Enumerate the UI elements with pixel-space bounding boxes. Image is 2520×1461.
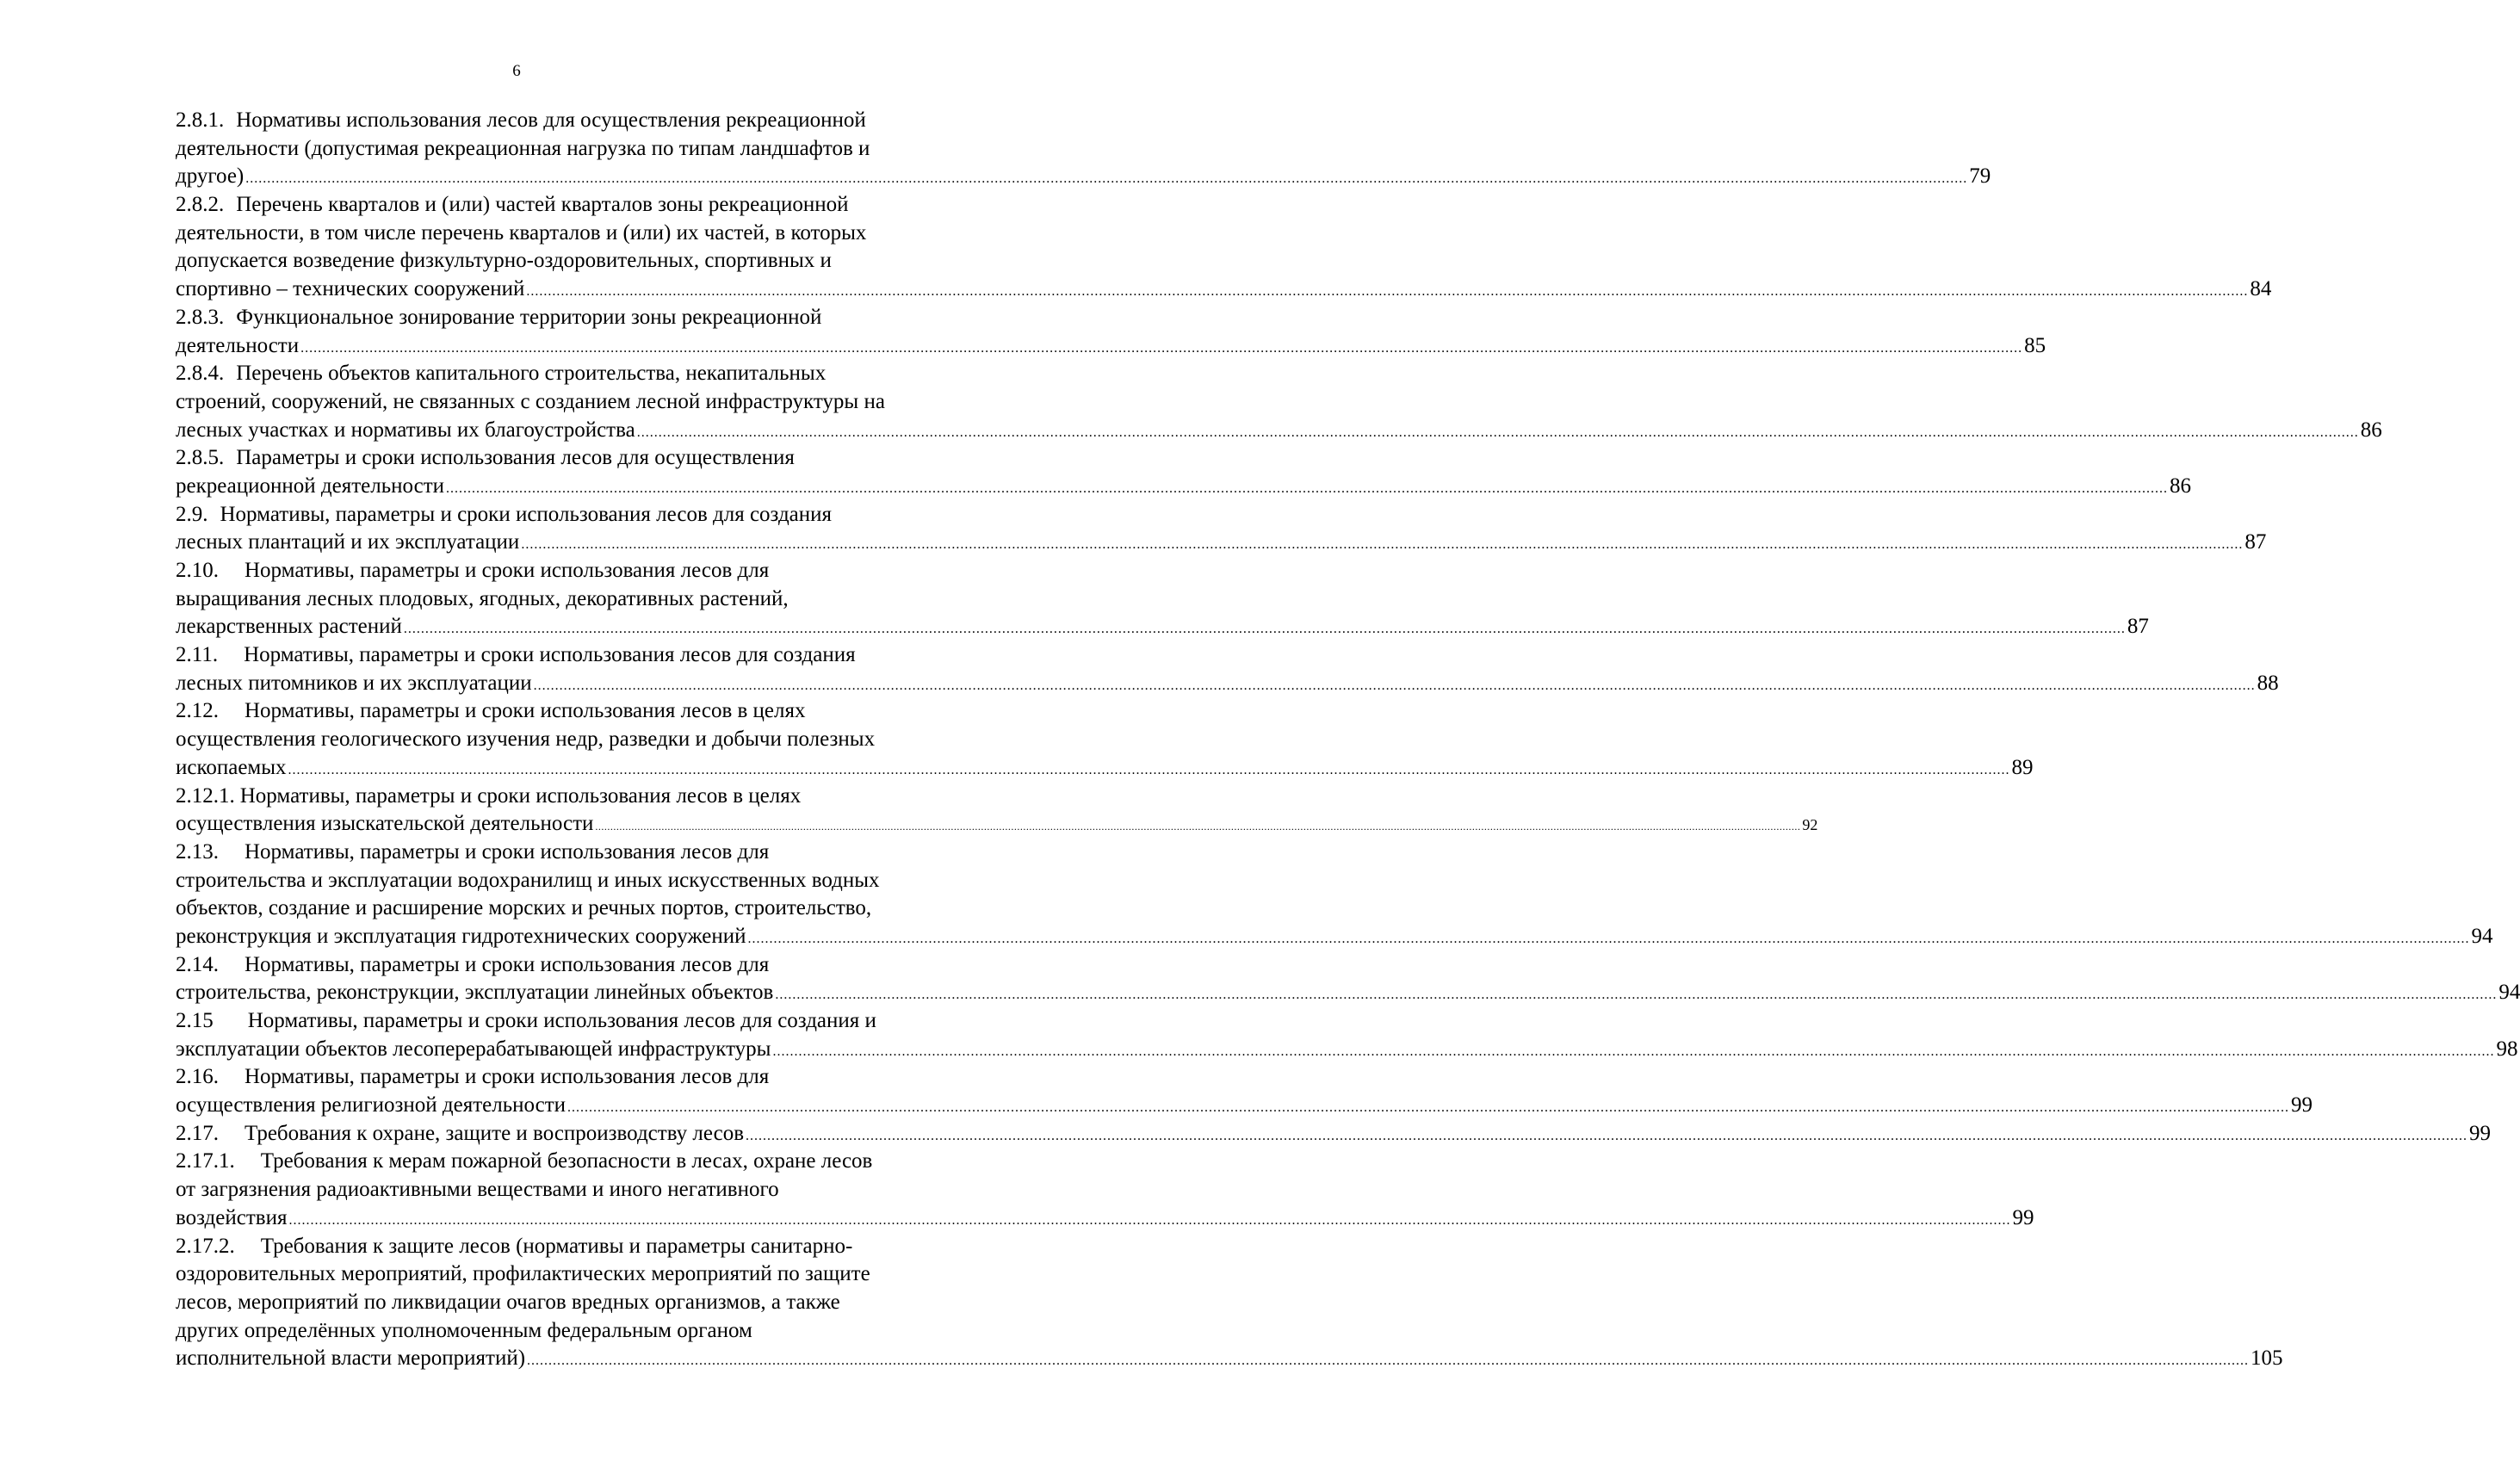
toc-entry-number: 2.17.1.	[176, 1149, 235, 1173]
toc-entry-line	[176, 360, 991, 388]
toc-entry-last-line	[176, 1092, 2313, 1120]
toc-entry-line	[176, 1063, 991, 1092]
toc-entry-title: Нормативы, параметры и сроки использования лесов для	[245, 559, 770, 582]
toc-entry[interactable]	[176, 1007, 2518, 1063]
toc-entry-line	[176, 951, 991, 980]
toc-entry-title: Нормативы, параметры и сроки использования лесов для	[245, 952, 770, 976]
toc-page-number: 89	[2011, 755, 2034, 779]
toc-entry-line	[176, 388, 991, 417]
toc-entry-number: 2.17.2.	[176, 1234, 235, 1258]
toc-entry[interactable]	[176, 304, 2046, 360]
toc-entry[interactable]	[176, 1063, 2313, 1119]
toc-entry-title: лесных плантаций и их эксплуатации	[176, 530, 520, 554]
toc-entry-number: 2.15	[176, 1009, 214, 1032]
toc-entry-title: эксплуатации объектов лесоперерабатывающей инфраструктуры	[176, 1037, 771, 1061]
toc-entry[interactable]	[176, 1233, 2283, 1373]
toc-entry-line	[176, 895, 991, 923]
toc-entry[interactable]	[176, 557, 2149, 641]
toc-entry-last-line	[176, 1120, 2491, 1148]
toc-entry-title: лесных участках и нормативы их благоустройства	[176, 418, 635, 442]
toc-entry[interactable]	[176, 191, 2272, 304]
toc-entry-line	[176, 1317, 991, 1346]
toc-entry-last-line	[176, 1345, 2283, 1373]
toc-entry-last-line	[176, 275, 2272, 304]
toc-entry-number: 2.16.	[176, 1065, 219, 1089]
toc-entry-title: лесов, мероприятий по ликвидации очагов вредных организмов, а также	[176, 1290, 840, 1314]
toc-entry-line	[176, 107, 991, 135]
toc-entry[interactable]	[176, 839, 2493, 951]
toc-entry-title: оздоровительных мероприятий, профилактических мероприятий по защите	[176, 1262, 870, 1286]
toc-entry[interactable]	[176, 1148, 2034, 1232]
toc-entry-last-line	[176, 417, 2382, 445]
dot-leader: ................................................................................................................................................................................................................................................................................................................................................................................................................	[595, 820, 1801, 833]
toc-entry-title: Нормативы, параметры и сроки использования лесов для создания и	[247, 1009, 876, 1032]
toc-entry-number: 2.8.4.	[176, 362, 225, 386]
dot-leader: ................................................................................................................................................................................................................................................................................................................................................................................................................	[245, 171, 1968, 187]
toc-entry-title: Параметры и сроки использования лесов для осуществления	[236, 446, 795, 470]
dot-leader: ................................................................................................................................................................................................................................................................................................................................................................................................................	[403, 622, 2126, 637]
toc-entry-line	[176, 1233, 991, 1261]
toc-page-number: 87	[2244, 530, 2267, 554]
toc-entry-title: объектов, создание и расширение морских и речных портов, строительство,	[176, 896, 872, 920]
toc-entry-title: другое)	[176, 164, 245, 189]
toc-entry-title: других определённых уполномоченным федеральным органом	[176, 1318, 752, 1342]
toc-page-number: 99	[2291, 1093, 2313, 1117]
toc-page-number: 84	[2250, 277, 2272, 301]
dot-leader: ................................................................................................................................................................................................................................................................................................................................................................................................................	[772, 1043, 2495, 1059]
toc-page-number: 88	[2257, 671, 2279, 695]
dot-leader: ................................................................................................................................................................................................................................................................................................................................................................................................................	[747, 931, 2470, 946]
toc-entry-number: 2.8.1.	[176, 108, 225, 132]
toc-entry-title: Нормативы, параметры и сроки использования лесов для	[245, 839, 770, 864]
toc-entry-title: Нормативы, параметры и сроки использования лесов для создания	[220, 502, 833, 526]
toc-entry-title: осуществления геологического изучения недр, разведки и добычи полезных	[176, 727, 876, 752]
toc-entry-title: строений, сооружений, не связанных с созданием лесной инфраструктуры на	[176, 389, 885, 413]
toc-entry-title: рекреационной деятельности	[176, 474, 444, 498]
toc-entry[interactable]	[176, 107, 1991, 191]
toc-entry-last-line	[176, 1036, 2518, 1064]
toc-page-number: 85	[2024, 333, 2046, 357]
page-number: 6	[512, 62, 521, 80]
toc-entry-line	[176, 501, 991, 529]
toc-entry-title: Нормативы, параметры и сроки использования лесов для	[245, 1065, 770, 1089]
toc-entry-line	[176, 839, 991, 867]
toc-entry-line	[176, 1289, 991, 1317]
toc-entry-number: 2.14.	[176, 952, 219, 976]
toc-entry-line	[176, 783, 991, 811]
dot-leader: ................................................................................................................................................................................................................................................................................................................................................................................................................	[775, 987, 2498, 1003]
toc-page-number: 79	[1969, 164, 1991, 189]
toc-entry-title: выращивания лесных плодовых, ягодных, декоративных растений,	[176, 586, 789, 610]
toc-entry-title: Требования к охране, защите и воспроизводству лесов	[245, 1121, 744, 1145]
toc-entry-number: 2.8.2.	[176, 193, 225, 217]
toc-entry[interactable]	[176, 951, 2520, 1007]
toc-entry-last-line	[176, 529, 2267, 557]
toc-entry-title: воздействия	[176, 1205, 288, 1229]
dot-leader: ................................................................................................................................................................................................................................................................................................................................................................................................................	[527, 1353, 2250, 1369]
dot-leader: ................................................................................................................................................................................................................................................................................................................................................................................................................	[288, 762, 2010, 777]
toc-entry-last-line	[176, 810, 1818, 839]
toc-entry-number: 2.17.	[176, 1121, 219, 1145]
dot-leader: ................................................................................................................................................................................................................................................................................................................................................................................................................	[746, 1128, 2467, 1143]
toc-entry-title: Нормативы, параметры и сроки использования лесов в целях	[239, 783, 802, 808]
toc-entry[interactable]	[176, 1120, 2491, 1148]
toc-entry-last-line	[176, 754, 2034, 783]
toc-entry-last-line	[176, 163, 1991, 191]
toc-page-number: 99	[2012, 1205, 2034, 1229]
toc-page-number: 92	[1802, 816, 1818, 834]
toc-entry-title: Нормативы использования лесов для осуществления рекреационной	[236, 108, 866, 132]
dot-leader: ................................................................................................................................................................................................................................................................................................................................................................................................................	[526, 284, 2249, 300]
toc-entry-title: деятельности (допустимая рекреационная нагрузка по типам ландшафтов и	[176, 136, 870, 160]
toc-entry-number: 2.8.5.	[176, 446, 225, 470]
toc-entry-title: Функциональное зонирование территории зоны рекреационной	[236, 305, 822, 329]
toc-entry[interactable]	[176, 444, 2191, 500]
toc-entry-line	[176, 557, 991, 585]
toc-entry-title: строительства, реконструкции, эксплуатации линейных объектов	[176, 981, 774, 1005]
toc-entry-title: Требования к мерам пожарной безопасности в лесах, охране лесов	[260, 1149, 873, 1173]
toc-entry-title: лесных питомников и их эксплуатации	[176, 671, 532, 695]
toc-page-number: 94	[2471, 924, 2493, 948]
toc-entry-line	[176, 726, 991, 754]
toc-entry-last-line	[176, 923, 2493, 951]
toc-entry-title: Перечень объектов капитального строительства, некапитальных	[236, 362, 827, 386]
toc-page-number: 99	[2469, 1121, 2491, 1145]
toc-entry-line	[176, 697, 991, 726]
toc-entry-title: от загрязнения радиоактивными веществами и иного негативного	[176, 1178, 779, 1202]
toc-entry-last-line	[176, 332, 2046, 361]
toc-entry-number: 2.9.	[176, 502, 208, 526]
toc-entry-line	[176, 304, 991, 332]
toc-entry-title: реконструкция и эксплуатация гидротехнических сооружений	[176, 924, 746, 948]
toc-entry-last-line	[176, 473, 2191, 501]
toc-entry-title: исполнительной власти мероприятий)	[176, 1346, 526, 1371]
toc-entry-title: осуществления изыскательской деятельности	[176, 812, 594, 836]
toc-entry-number: 2.13.	[176, 839, 219, 864]
dot-leader: ................................................................................................................................................................................................................................................................................................................................................................................................................	[288, 1212, 2011, 1228]
toc-entry[interactable]	[176, 697, 2034, 782]
toc-entry[interactable]	[176, 783, 1818, 839]
toc-entry-number: 2.10.	[176, 559, 219, 582]
toc-entry-title: деятельности, в том числе перечень кварталов и (или) их частей, в которых	[176, 220, 867, 245]
toc-entry-title: деятельности	[176, 333, 300, 357]
toc-entry-line	[176, 135, 991, 164]
toc-entry-line	[176, 1007, 991, 1036]
toc-page-number: 94	[2498, 981, 2520, 1005]
toc-entry-line	[176, 585, 991, 614]
dot-leader: ................................................................................................................................................................................................................................................................................................................................................................................................................	[446, 480, 2168, 496]
toc-entry-line	[176, 220, 991, 248]
dot-leader: ................................................................................................................................................................................................................................................................................................................................................................................................................	[521, 537, 2244, 553]
toc-entry-number: 2.11.	[176, 643, 219, 667]
toc-entry-line	[176, 1176, 991, 1204]
dot-leader: ................................................................................................................................................................................................................................................................................................................................................................................................................	[636, 424, 2359, 440]
toc-entry[interactable]	[176, 501, 2267, 557]
toc-entry-line	[176, 867, 991, 895]
toc-entry-last-line	[176, 1204, 2034, 1233]
toc-entry-line	[176, 444, 991, 473]
toc-entry-title: строительства и эксплуатации водохранилищ и иных искусственных водных	[176, 868, 880, 892]
table-of-contents	[176, 107, 2520, 1373]
dot-leader: ................................................................................................................................................................................................................................................................................................................................................................................................................	[533, 678, 2256, 693]
toc-entry-line	[176, 641, 991, 670]
toc-entry-line	[176, 1148, 991, 1176]
dot-leader: ................................................................................................................................................................................................................................................................................................................................................................................................................	[567, 1100, 2290, 1116]
toc-entry-title: лекарственных растений	[176, 615, 402, 639]
toc-page-number: 98	[2496, 1037, 2518, 1061]
toc-entry-number: 2.8.3.	[176, 305, 225, 329]
toc-page-number: 86	[2360, 418, 2382, 442]
toc-entry-number: 2.12.	[176, 699, 219, 723]
toc-entry-line	[176, 1260, 991, 1289]
toc-entry-title: допускается возведение физкультурно-оздоровительных, спортивных и	[176, 249, 832, 273]
toc-page-number: 87	[2127, 615, 2149, 639]
toc-entry-title: Нормативы, параметры и сроки использования лесов для создания	[244, 643, 856, 667]
toc-entry-title: Перечень кварталов и (или) частей кварталов зоны рекреационной	[236, 193, 849, 217]
toc-entry-title: Нормативы, параметры и сроки использования лесов в целях	[245, 699, 806, 723]
toc-entry-number: 2.12.1.	[176, 783, 235, 808]
toc-page-number: 86	[2170, 474, 2191, 498]
toc-entry-title: осуществления религиозной деятельности	[176, 1093, 567, 1117]
toc-entry[interactable]	[176, 641, 2279, 697]
toc-entry-last-line	[176, 613, 2149, 641]
toc-page-number: 105	[2251, 1346, 2283, 1371]
toc-entry-last-line	[176, 979, 2520, 1007]
toc-entry-line	[176, 191, 991, 220]
toc-entry-title: ископаемых	[176, 755, 287, 779]
toc-entry[interactable]	[176, 360, 2382, 444]
toc-entry-title: спортивно – технических сооружений	[176, 277, 525, 301]
toc-entry-line	[176, 247, 991, 275]
dot-leader: ................................................................................................................................................................................................................................................................................................................................................................................................................	[300, 340, 2023, 356]
toc-entry-last-line	[176, 670, 2279, 698]
toc-entry-title: Требования к защите лесов (нормативы и параметры санитарно-	[260, 1234, 853, 1258]
